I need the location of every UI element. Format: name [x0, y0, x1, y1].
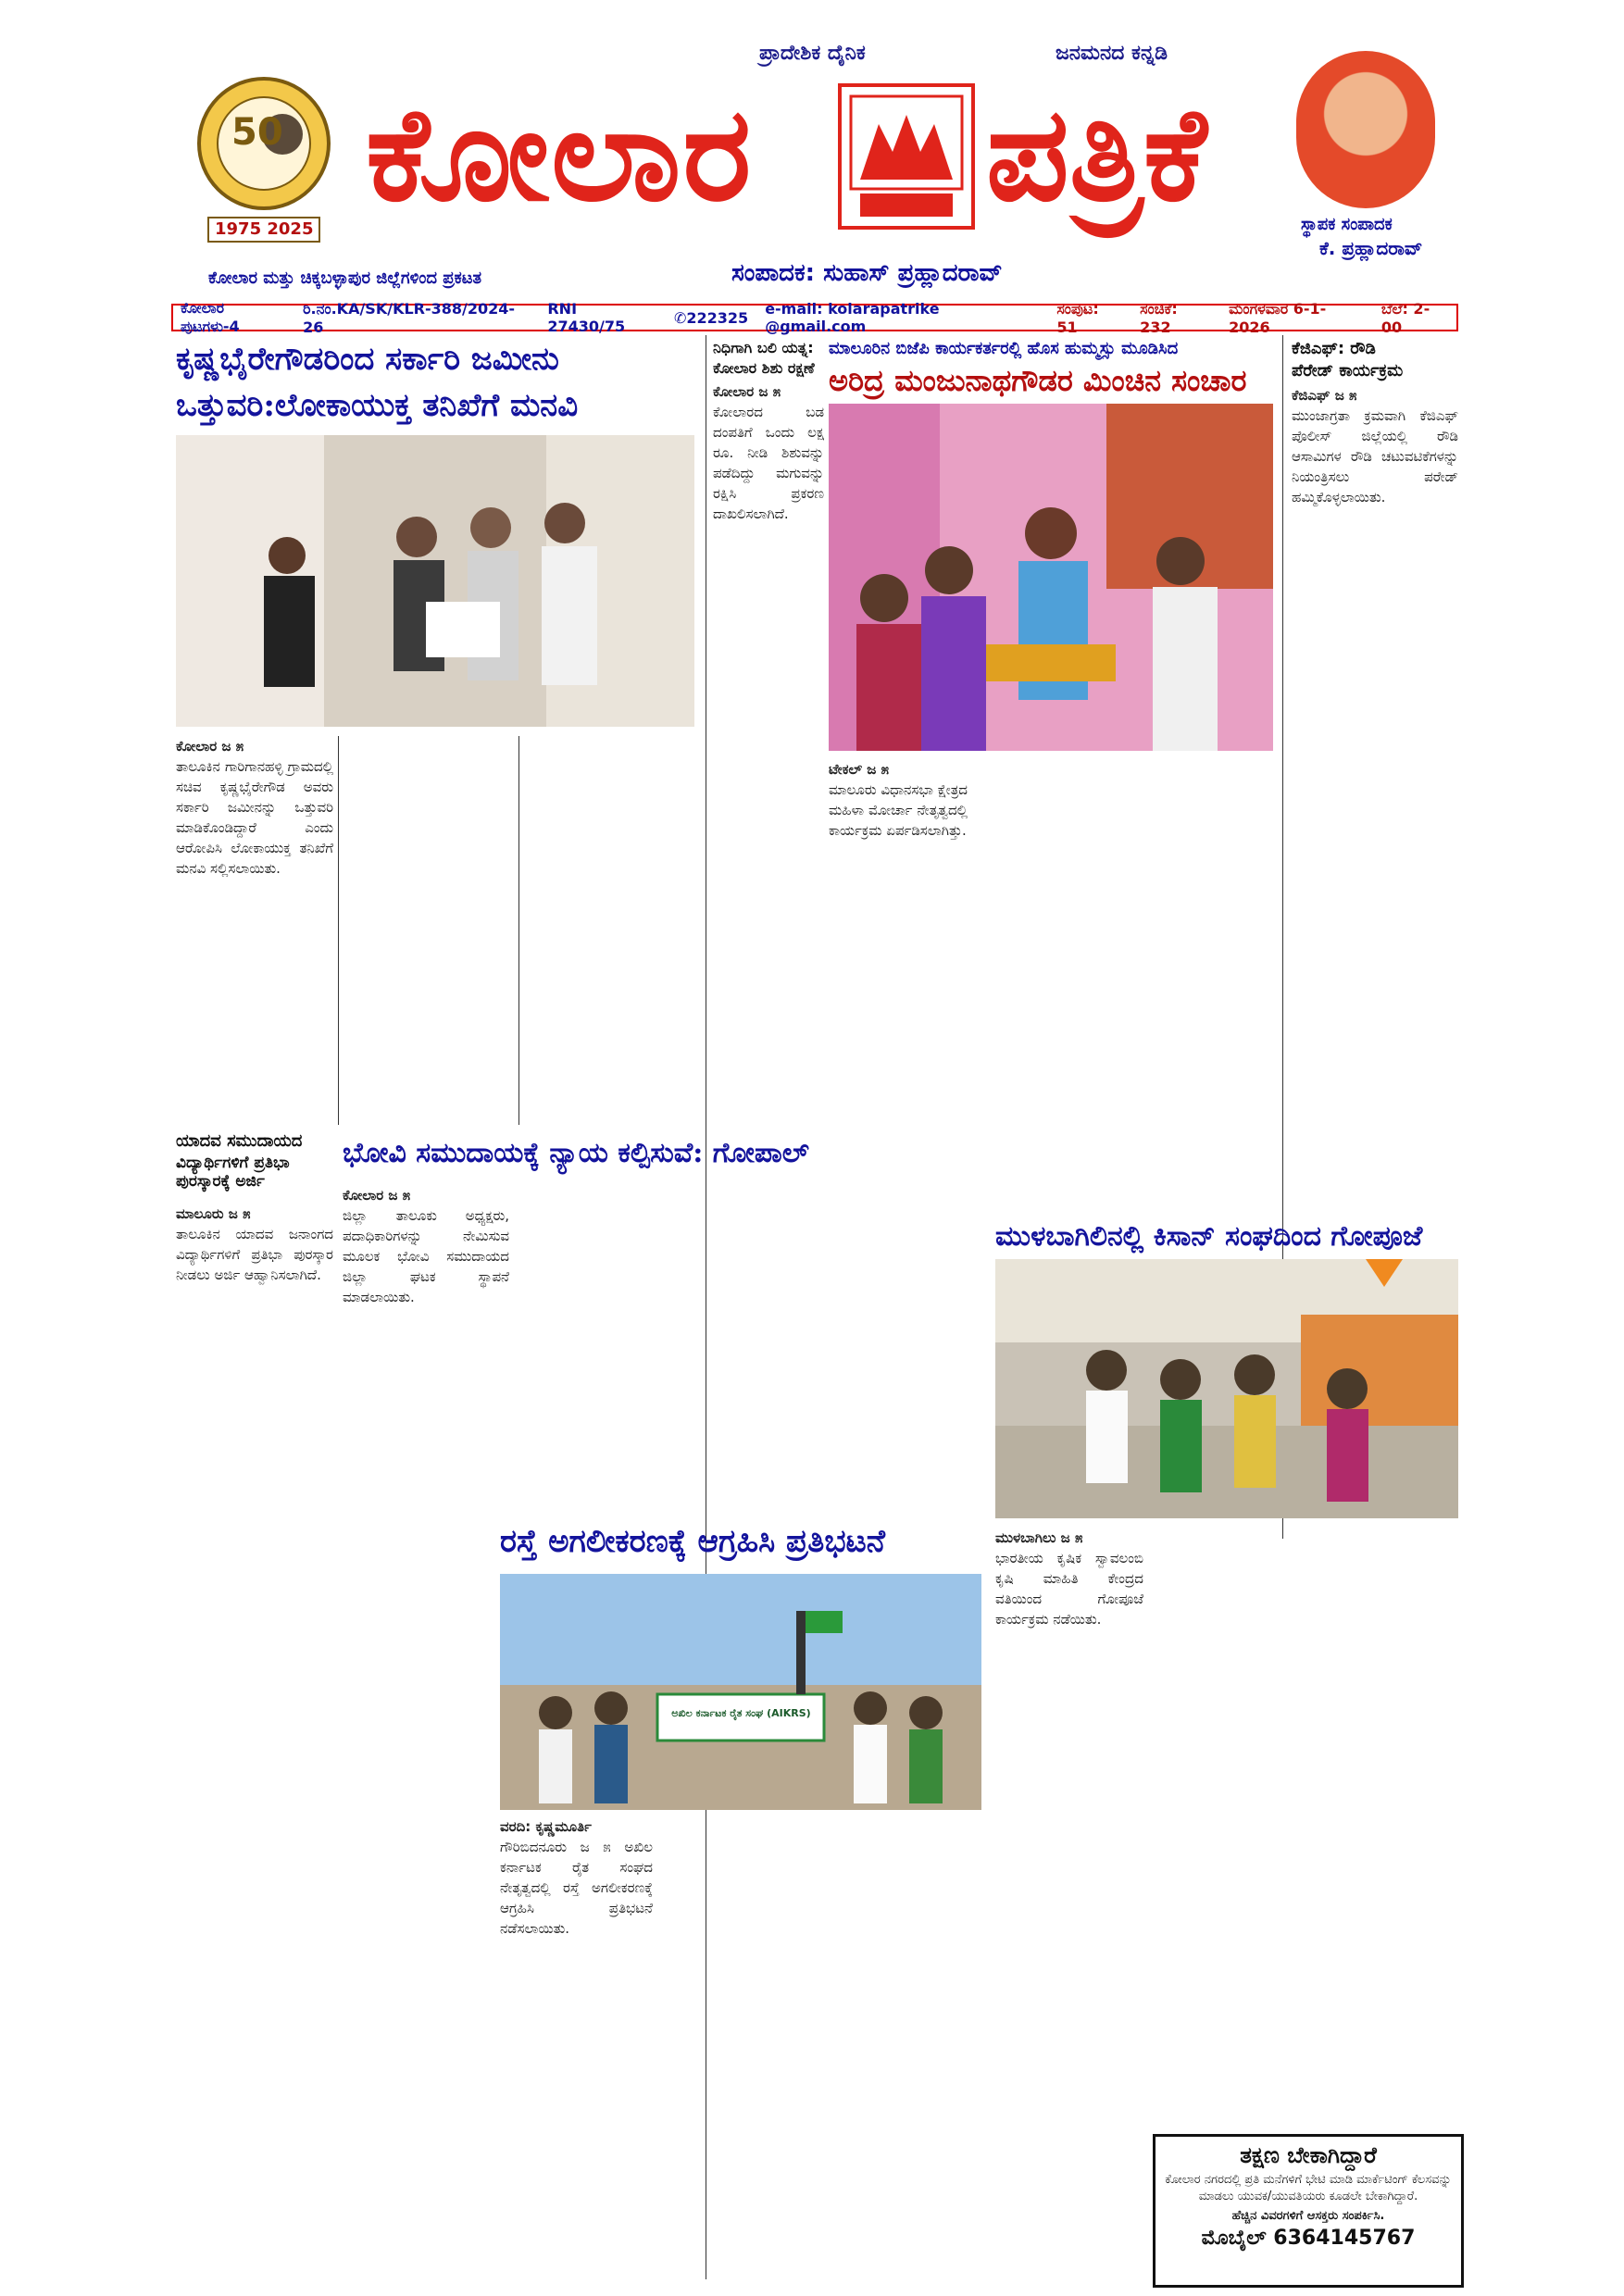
- article1-body-col1: [176, 736, 333, 879]
- masthead-title-part2: ಪತ್ರಿಕೆ: [986, 79, 1207, 231]
- article6-body-block: [343, 1185, 509, 1307]
- founder-photo: [1296, 51, 1435, 208]
- article1-dateline: ಕೋಲಾರ ಜ ೫: [176, 738, 244, 755]
- article3-photo: [829, 404, 1273, 751]
- rni-number: RNI 27430/75: [547, 300, 626, 335]
- logo-years: 1975 2025: [215, 219, 314, 239]
- article4-body: ಮುಂಜಾಗ್ರತಾ ಕ್ರಮವಾಗಿ ಕೆಜಿಎಫ್ ಪೊಲೀಸ್ ಜಿಲ್ಲೆಯಲ್ಲಿ ರೌಡಿ ಆಸಾಮಿಗಳ ರೌಡಿ ಚಟುವಟಿಕೆಗಳನ್ನು ನಿಯಂತ್ರಿಸಲು ಪರೇಡ್ ಹಮ್ಮಿಕೊಳ್ಳಲಾಯಿತು.: [1292, 407, 1458, 505]
- article6-headline: ಭೋವಿ ಸಮುದಾಯಕ್ಕೆ ನ್ಯಾಯ ಕಲ್ಪಿಸುವೆ: ಗೋಪಾಲ್: [343, 1137, 809, 1169]
- editor-line: ಸಂಪಾದಕ: ಸುಹಾಸ್ ಪ್ರಹ್ಲಾದರಾವ್: [731, 259, 1003, 287]
- anniversary-logo: [194, 65, 333, 250]
- article4-headline: ಪೆರೇಡ್ ಕಾರ್ಯಕ್ರಮ: [1292, 361, 1404, 381]
- article6-body: ಜಿಲ್ಲಾ ತಾಲೂಕು ಅಧ್ಯಕ್ಷರು, ಪದಾಧಿಕಾರಿಗಳನ್ನು ನೇಮಿಸುವ ಮೂಲಕ ಭೋವಿ ಸಮುದಾಯದ ಜಿಲ್ಲಾ ಘಟಕ ಸ್ಥಾಪನೆ ಮಾಡಲಾಯಿತು.: [343, 1207, 509, 1305]
- article2-body: ಕೋಲಾರದ ಬಡ ದಂಪತಿಗೆ ಒಂದು ಲಕ್ಷ ರೂ. ನೀಡಿ ಶಿಶುವನ್ನು ಪಡೆದಿದ್ದು ಮಗುವನ್ನು ರಕ್ಷಿಸಿ ಪ್ರಕರಣ ದಾಖಲಿಸಲಾಗಿದೆ.: [713, 404, 824, 522]
- article5-body: ತಾಲೂಕಿನ ಯಾದವ ಜನಾಂಗದ ವಿದ್ಯಾರ್ಥಿಗಳಿಗೆ ಪ್ರತಿಭಾ ಪುರಸ್ಕಾರ ನೀಡಲು ಅರ್ಜಿ ಆಹ್ವಾನಿಸಲಾಗಿದೆ.: [176, 1226, 333, 1283]
- article3-kicker: ಮಾಲೂರಿನ ಬಿಜೆಪಿ ಕಾರ್ಯಕರ್ತರಲ್ಲಿ ಹೊಸ ಹುಮ್ಮಸ್ಸು ಮೂಡಿಸಿದ: [829, 339, 1179, 358]
- issue: ಸಂಚಿಕೆ: 232: [1140, 299, 1178, 336]
- classified-phone: ಮೊಬೈಲ್ 6364145767: [1201, 2227, 1416, 2250]
- article8-headline: ರಸ್ತೆ ಅಗಲೀಕರಣಕ್ಕೆ ಆಗ್ರಹಿಸಿ ಪ್ರತಿಭಟನೆ: [500, 1523, 886, 1560]
- article8-dateline: ವರದಿ: ಕೃಷ್ಣಮೂರ್ತಿ: [500, 1818, 592, 1835]
- article3-body: ಮಾಲೂರು ವಿಧಾನಸಭಾ ಕ್ಷೇತ್ರದ ಮಹಿಳಾ ಮೋರ್ಚಾ ನೇತೃತ್ವದಲ್ಲಿ ಕಾರ್ಯಕ್ರಮ ಏರ್ಪಡಿಸಲಾಗಿತ್ತು.: [829, 781, 968, 839]
- price: ಬೆಲೆ: 2-00: [1380, 299, 1430, 336]
- article1-headline-line1: ಕೃಷ್ಣಭೈರೇಗೌಡರಿಂದ ಸರ್ಕಾರಿ ಜಮೀನು: [176, 341, 559, 378]
- article7-body: ಭಾರತೀಯ ಕೃಷಿಕ ಸ್ವಾವಲಂಬಿ ಕೃಷಿ ಮಾಹಿತಿ ಕೇಂದ್ರದ ವತಿಯಿಂದ ಗೋಪೂಜೆ ಕಾರ್ಯಕ್ರಮ ನಡೆಯಿತು.: [995, 1550, 1143, 1628]
- article2-kicker: ನಿಧಿಗಾಗಿ ಬಲಿ ಯತ್ನ:: [713, 339, 814, 356]
- article3-body-block: [829, 759, 968, 841]
- article5-dateline: ಮಾಲೂರು ಜ ೫: [176, 1205, 251, 1222]
- masthead-emblem: [838, 83, 975, 230]
- phone-number: ✆222325: [673, 308, 749, 327]
- classified-note: ಹೆಚ್ಚಿನ ವಿವರಗಳಿಗೆ ಆಸಕ್ತರು ಸಂಪರ್ಕಿಸಿ.: [1231, 2209, 1385, 2223]
- tagline-left: ಪ್ರಾದೇಶಿಕ ದೈನಿಕ: [759, 42, 866, 65]
- founder-name: ಕೆ. ಪ್ರಹ್ಲಾದರಾವ್: [1319, 237, 1423, 259]
- article4-dateline: ಕೆಜಿಎಫ್ ಜ ೫: [1292, 387, 1357, 404]
- article2-body-block: [713, 381, 824, 524]
- article1-body: ತಾಲೂಕಿನ ಗಾರಿಗಾನಹಳ್ಳಿ ಗ್ರಾಮದಲ್ಲಿ ಸಚಿವ ಕೃಷ್ಣಭೈರೇಗೌಡ ಅವರು ಸರ್ಕಾರಿ ಜಮೀನನ್ನು ಒತ್ತುವರಿ ಮಾಡಿಕೊಂಡಿದ್ದಾರೆ ಎಂದು ಆರೋಪಿಸಿ ಲೋಕಾಯುಕ್ತ ತನಿಖೆಗೆ ಮನವಿ ಸಲ್ಲಿಸಲಾಯಿತು.: [176, 758, 333, 877]
- article7-body-block: [995, 1528, 1143, 1629]
- classified-ad: [1153, 2134, 1464, 2288]
- article2-dateline: ಕೋಲಾರ ಜ ೫: [713, 383, 781, 400]
- article3-headline: ಅರಿದ್ರ ಮಂಜುನಾಥಗೌಡರ ಮಿಂಚಿನ ಸಂಚಾರ: [829, 363, 1247, 398]
- article8-body: ಗೌರಿಬಿದನೂರು ಜ ೫ ಅಖಿಲ ಕರ್ನಾಟಕ ರೈತ ಸಂಘದ ನೇತೃತ್ವದಲ್ಲಿ ರಸ್ತೆ ಅಗಲೀಕರಣಕ್ಕೆ ಆಗ್ರಹಿಸಿ ಪ್ರತಿಭಟನೆ ನಡೆಸಲಾಯಿತು.: [500, 1839, 653, 1937]
- email: e-mail: kolarapatrike @gmail.com: [765, 300, 940, 335]
- article8-body-block: [500, 1816, 653, 1939]
- date: ಮಂಗಳವಾರ 6-1-2026: [1229, 299, 1327, 336]
- article4-body-block: [1292, 385, 1458, 507]
- founder-label: ಸ್ಥಾಪಕ ಸಂಪಾದಕ: [1301, 215, 1393, 234]
- classified-body: ಕೋಲಾರ ನಗರದಲ್ಲಿ ಪ್ರತಿ ಮನೆಗಳಿಗೆ ಭೇಟಿ ಮಾಡಿ ಮಾರ್ಕೆಟಿಂಗ್ ಕೆಲಸವನ್ನು ಮಾಡಲು ಯುವಕ/ಯುವತಿಯರು ಕೂಡಲೇ ಬೇಕಾಗಿದ್ದಾರೆ.: [1165, 2173, 1452, 2203]
- logo-number: 50: [231, 111, 283, 154]
- info-bar: [171, 299, 1458, 336]
- pages-count: ಕೋಲಾರ ಪುಟಗಳು-4: [181, 299, 240, 335]
- tagline-right: ಜನಮನದ ಕನ್ನಡಿ: [1056, 42, 1168, 65]
- article1-photo: [176, 435, 694, 727]
- protest-banner: ಅಖಿಲ ಕರ್ನಾಟಕ ರೈತ ಸಂಘ (AIKRS): [671, 1707, 811, 1719]
- coverage-line: ಕೋಲಾರ ಮತ್ತು ಚಿಕ್ಕಬಳ್ಳಾಪುರ ಜಿಲ್ಲೆಗಳಿಂದ ಪ್ರಕಟತ: [208, 268, 482, 288]
- article5-kicker: ಯಾದವ ಸಮುದಾಯದ: [176, 1131, 303, 1151]
- article3-dateline: ಟೇಕಲ್ ಜ ೫: [829, 761, 889, 778]
- volume: ಸಂಪುಟ: 51: [1056, 299, 1099, 336]
- article7-dateline: ಮುಳಬಾಗಿಲು ಜ ೫: [995, 1529, 1083, 1546]
- article8-photo: [500, 1574, 981, 1810]
- article7-photo: [995, 1259, 1458, 1518]
- article6-dateline: ಕೋಲಾರ ಜ ೫: [343, 1187, 411, 1204]
- classified-title: ತಕ್ಷಣ ಬೇಕಾಗಿದ್ದಾರೆ: [1240, 2142, 1377, 2168]
- article5-body-block: [176, 1204, 333, 1285]
- registration-number: ರಿ.ನಂ.KA/SK/KLR-388/2024-26: [303, 299, 516, 336]
- article4-kicker: ಕೆಜಿಎಫ್: ರೌಡಿ: [1292, 339, 1376, 358]
- article2-subkicker: ಕೋಲಾರ ಶಿಶು ರಕ್ಷಣೆ: [713, 359, 815, 377]
- article5-headline: ವಿದ್ಯಾರ್ಥಿಗಳಿಗೆ ಪ್ರತಿಭಾ ಪುರಸ್ಕಾರಕ್ಕೆ ಅರ್ಜಿ: [176, 1154, 290, 1191]
- article7-headline: ಮುಳಬಾಗಿಲಿನಲ್ಲಿ ಕಿಸಾನ್ ಸಂಘದಿಂದ ಗೋಪೂಜೆ: [995, 1220, 1423, 1253]
- article1-headline-line2: ಒತ್ತುವರಿ:ಲೋಕಾಯುಕ್ತ ತನಿಖೆಗೆ ಮನವಿ: [176, 387, 579, 424]
- masthead-title-part1: ಕೋಲಾರ: [366, 79, 754, 231]
